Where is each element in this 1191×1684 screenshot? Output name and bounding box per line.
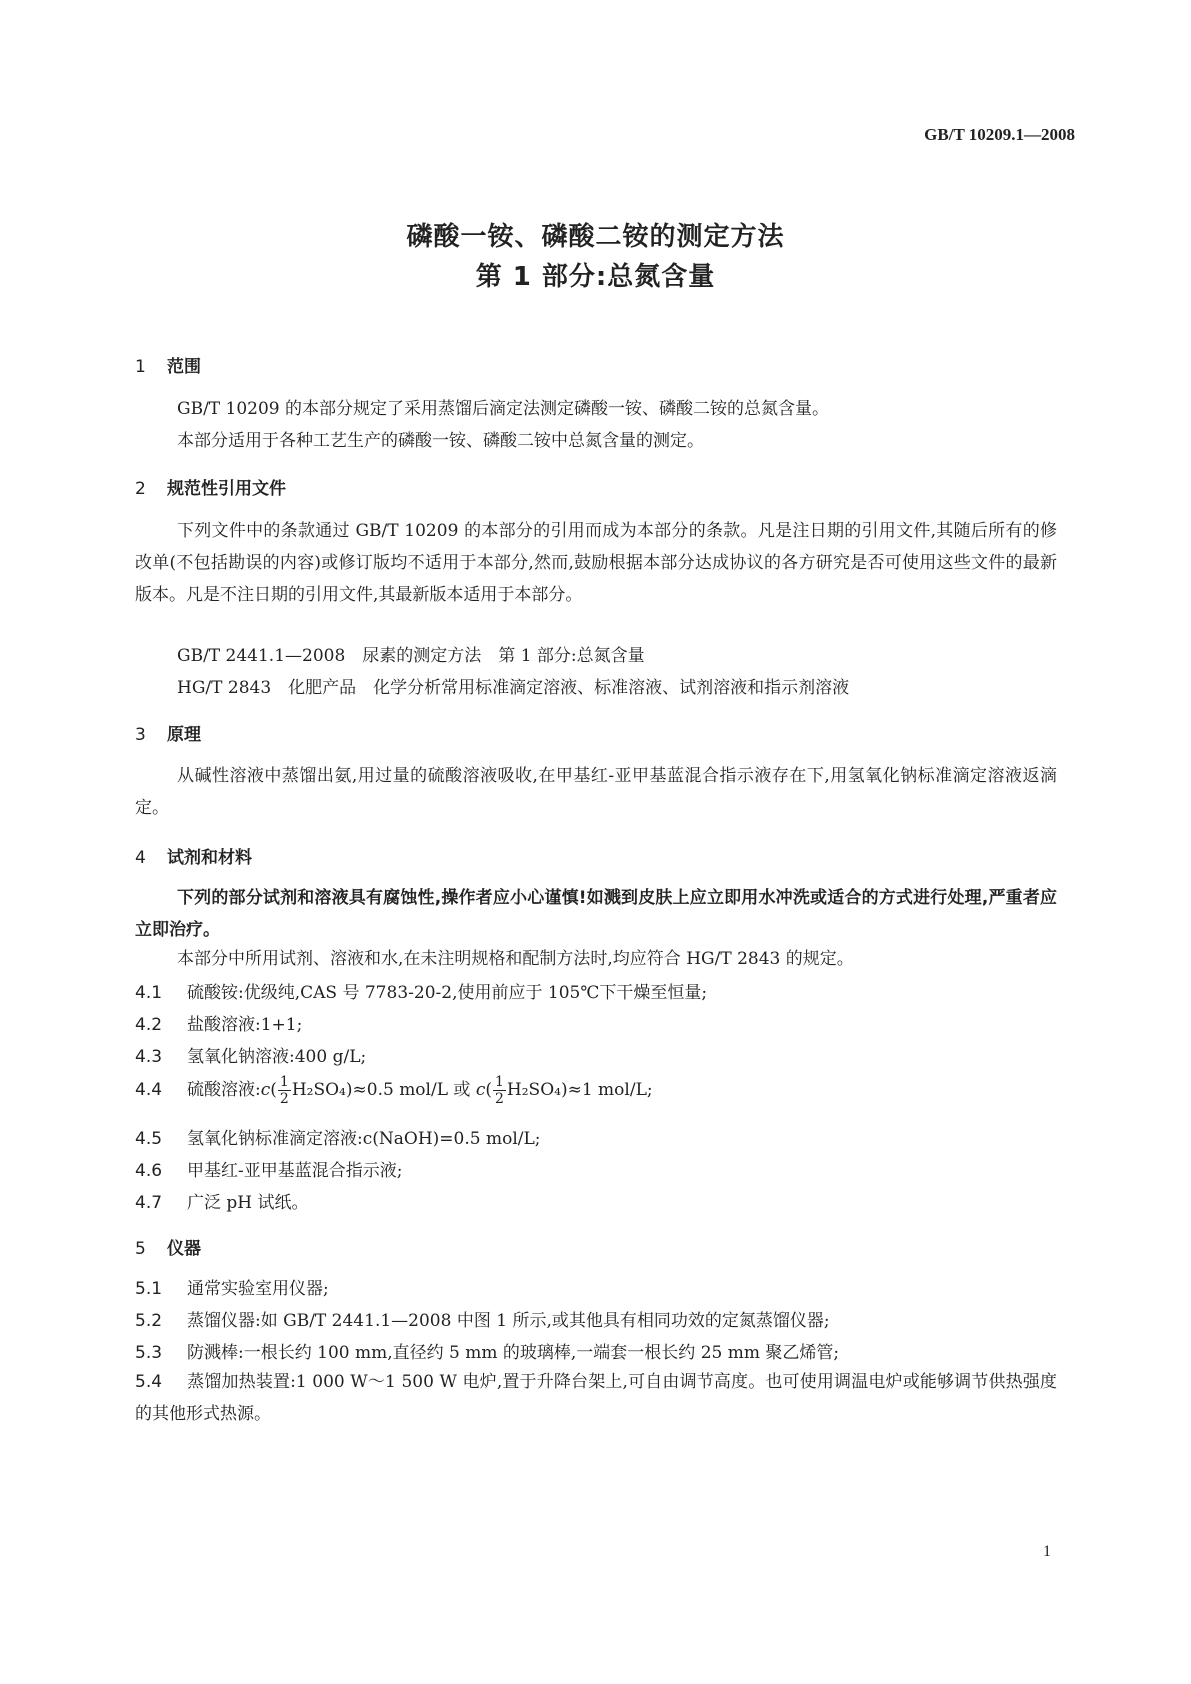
section-2-paragraph: 下列文件中的条款通过 GB/T 10209 的本部分的引用而成为本部分的条款。凡是注日期的引用文件,其随后所有的修改单(不包括勘误的内容)或修订版均不适用于本部分,然而,鼓励根据本部分达成协议的各方研究是否可使用这些文件的最新版本。凡是不注日期的引用文件,其最新版本适用于本部分。 bbox=[135, 521, 1057, 605]
fraction-one-half: $\frac{1}{2}$ bbox=[279, 1074, 289, 1107]
section-1-heading: 1 范围 bbox=[135, 357, 201, 377]
reference-hg-2843: HG/T 2843 化肥产品 化学分析常用标准滴定溶液、标准溶液、试剂溶液和指示剂溶液 bbox=[177, 678, 850, 698]
section-3-paragraph: 从碱性溶液中蒸馏出氨,用过量的硫酸溶液吸收,在甲基红-亚甲基蓝混合指示液存在下,用氢氧化钠标准滴定溶液返滴定。 bbox=[135, 766, 1057, 818]
section-3-heading: 3 原理 bbox=[135, 725, 201, 745]
safety-warning: 下列的部分试剂和溶液具有腐蚀性,操作者应小心谨慎!如溅到皮肤上应立即用水冲洗或适合的方式进行处理,严重者应立即治疗。 bbox=[135, 888, 1057, 940]
page-number: 1 bbox=[1043, 1543, 1051, 1560]
item-5-3: 5.3 防溅棒:一根长约 100 mm,直径约 5 mm 的玻璃棒,一端套一根长约 25 mm 聚乙烯管; bbox=[135, 1343, 840, 1363]
title-line-2: 第 1 部分:总氮含量 bbox=[475, 262, 716, 292]
section-5-heading: 5 仪器 bbox=[135, 1239, 201, 1259]
item-5-1: 5.1 通常实验室用仪器; bbox=[135, 1279, 329, 1299]
title-line-1: 磷酸一铵、磷酸二铵的测定方法 bbox=[406, 222, 785, 252]
item-4-7: 4.7 广泛 pH 试纸。 bbox=[135, 1193, 309, 1213]
item-4-6: 4.6 甲基红-亚甲基蓝混合指示液; bbox=[135, 1161, 403, 1181]
item-4-4: 4.4 硫酸溶液:c( $\frac{1}{2}$ H₂SO₄)≈0.5 mol/L 或 c( $\frac{1}{2}$ H₂SO₄)≈1 mol/L; bbox=[135, 1074, 653, 1107]
item-4-2: 4.2 盐酸溶液:1+1; bbox=[135, 1015, 303, 1035]
item-5-4: 5.4 蒸馏加热装置:1 000 W～1 500 W 电炉,置于升降台架上,可自由调节高度。也可使用调温电炉或能够调节供热强度的其他形式热源。 bbox=[135, 1372, 1057, 1424]
fraction-one-half: $\frac{1}{2}$ bbox=[494, 1074, 504, 1107]
section-4-paragraph: 本部分中所用试剂、溶液和水,在未注明规格和配制方法时,均应符合 HG/T 2843 的规定。 bbox=[177, 949, 854, 969]
item-4-5: 4.5 氢氧化钠标准滴定溶液:c(NaOH)=0.5 mol/L; bbox=[135, 1129, 541, 1149]
section-1-paragraph-1: GB/T 10209 的本部分规定了采用蒸馏后滴定法测定磷酸一铵、磷酸二铵的总氮含量。 bbox=[177, 399, 830, 419]
section-1-paragraph-2: 本部分适用于各种工艺生产的磷酸一铵、磷酸二铵中总氮含量的测定。 bbox=[177, 431, 704, 451]
item-5-2: 5.2 蒸馏仪器:如 GB/T 2441.1—2008 中图 1 所示,或其他具有相同功效的定氮蒸馏仪器; bbox=[135, 1311, 830, 1331]
reference-gb-2441: GB/T 2441.1—2008 尿素的测定方法 第 1 部分:总氮含量 bbox=[177, 646, 645, 666]
item-4-3: 4.3 氢氧化钠溶液:400 g/L; bbox=[135, 1047, 367, 1067]
section-2-heading: 2 规范性引用文件 bbox=[135, 479, 286, 499]
standard-code: GB/T 10209.1—2008 bbox=[924, 125, 1075, 144]
section-4-heading: 4 试剂和材料 bbox=[135, 848, 252, 868]
item-4-1: 4.1 硫酸铵:优级纯,CAS 号 7783-20-2,使用前应于 105℃下干燥至恒量; bbox=[135, 983, 708, 1003]
